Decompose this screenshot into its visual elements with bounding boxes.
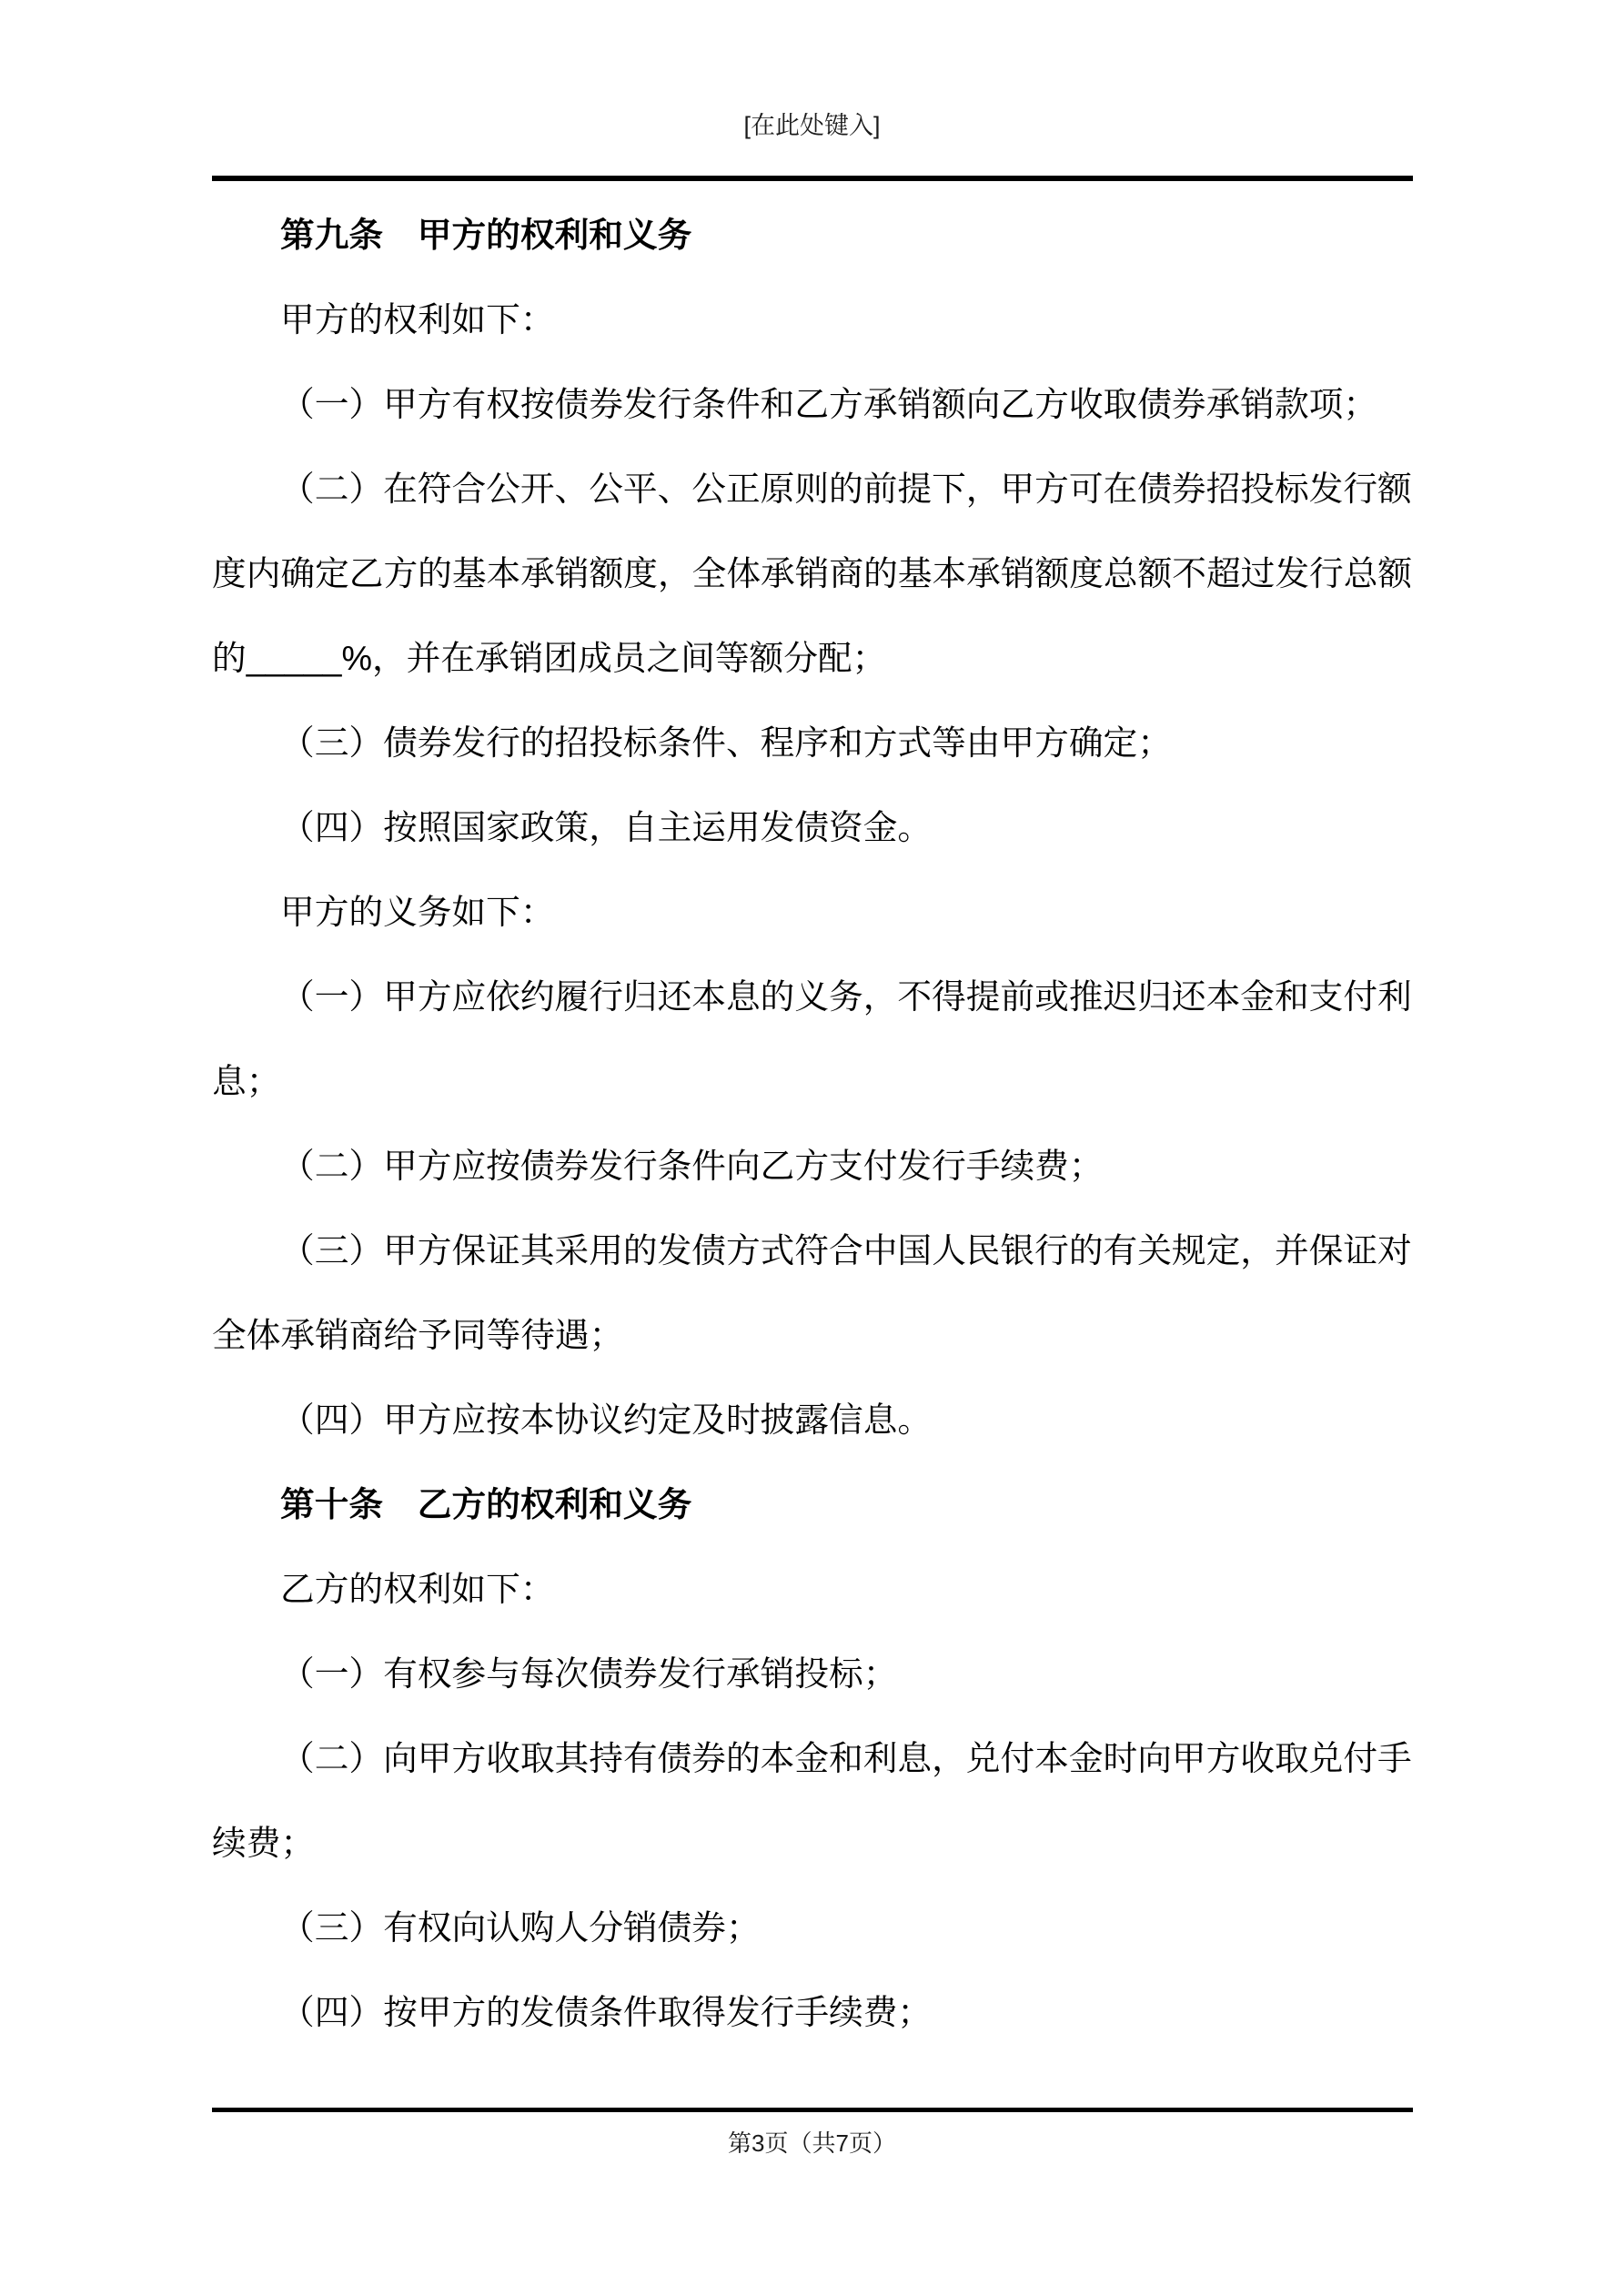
document-body [212,193,1413,2055]
body-line: （二）向甲方收取其持有债券的本金和利息，兑付本金时向甲方收取兑付手 [280,1739,1412,1777]
article-heading: 第十条 乙方的权利和义务 [280,1485,692,1523]
header-rule [212,176,1413,181]
body-line: （四）甲方应按本协议约定及时披露信息。 [280,1401,933,1439]
body-line: （一）有权参与每次债券发行承销投标； [280,1654,898,1693]
body-line: （四）按甲方的发债条件取得发行手续费； [280,1993,933,2031]
body-line: （二）甲方应按债券发行条件向乙方支付发行手续费； [280,1147,1104,1185]
body-line: 全体承销商给予同等待遇； [212,1316,624,1354]
body-line: （一）甲方应依约履行归还本息的义务，不得提前或推迟归还本金和支付利 [280,977,1412,1016]
body-line: （三）甲方保证其采用的发债方式符合中国人民银行的有关规定，并保证对 [280,1231,1412,1269]
footer-rule [212,2108,1413,2112]
body-line: 甲方的权利如下： [280,300,555,339]
article-heading: 第九条 甲方的权利和义务 [280,216,692,254]
page-number-label: 第3页（共7页） [728,2129,896,2157]
body-line: （二）在符合公开、公平、公正原则的前提下，甲方可在债券招投标发行额 [280,470,1412,508]
body-line: 续费； [212,1824,316,1862]
body-line: 的_____%，并在承销团成员之间等额分配； [212,639,887,677]
body-line: 度内确定乙方的基本承销额度，全体承销商的基本承销额度总额不超过发行总额 [212,554,1413,592]
body-line: （三）有权向认购人分销债券； [280,1908,761,1947]
body-line: （四）按照国家政策，自主运用发债资金。 [280,808,933,846]
header-type-here-placeholder[interactable]: [在此处键入] [743,112,881,139]
body-line: （三）债券发行的招投标条件、程序和方式等由甲方确定； [280,723,1172,762]
body-line: 乙方的权利如下： [280,1570,555,1608]
body-line: （一）甲方有权按债券发行条件和乙方承销额向乙方收取债券承销款项； [280,385,1378,423]
body-line: 息； [212,1062,281,1100]
body-line: 甲方的义务如下： [280,893,555,931]
